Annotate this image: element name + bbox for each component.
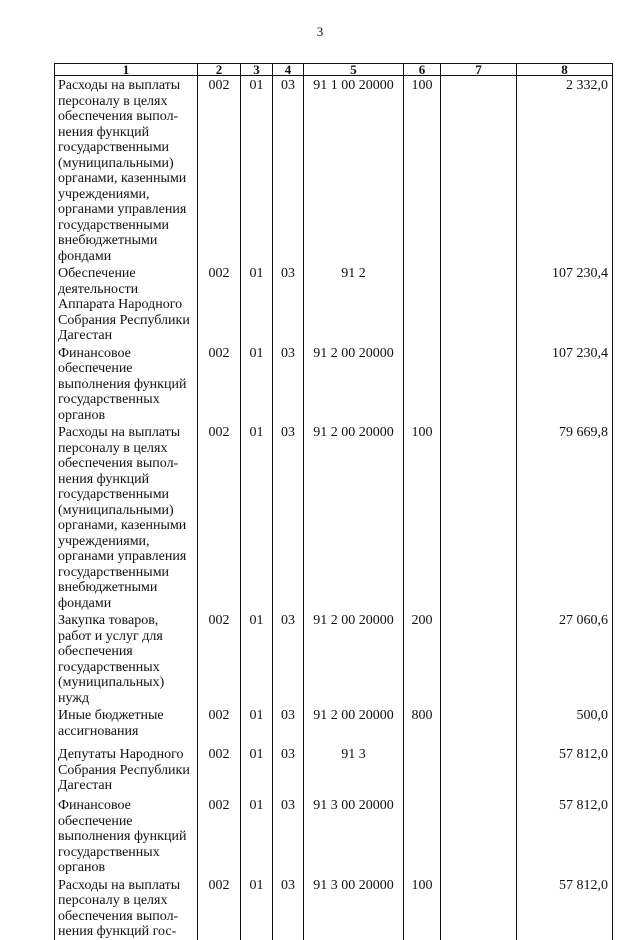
code-cell: 03 (273, 344, 304, 424)
code-cell (404, 796, 441, 876)
page-number: 3 (316, 24, 324, 39)
row-title: Расходы на выплаты персоналу в целях обеспечения выпол-нения функций государственными (муниципальными) органами, казенными учреждениями, органами управления государственными внебюджетными фондами (55, 423, 198, 611)
code-cell: 03 (273, 611, 304, 706)
code-cell: 002 (198, 423, 241, 611)
table-row (55, 344, 613, 424)
table-row (55, 706, 613, 745)
code-cell: 91 2 00 20000 (304, 611, 404, 706)
code-cell: 002 (198, 796, 241, 876)
amount-cell: 79 669,8 (517, 423, 613, 611)
code-cell (441, 344, 517, 424)
column-header: 3 (241, 64, 273, 76)
code-cell: 002 (198, 876, 241, 940)
table-row (55, 76, 613, 265)
code-cell: 01 (241, 344, 273, 424)
column-header: 5 (304, 64, 404, 76)
code-cell: 100 (404, 76, 441, 265)
code-cell: 002 (198, 706, 241, 745)
row-title: Обеспечение деятельности Аппарата Народного Собрания Республики Дагестан (55, 264, 198, 344)
code-cell (404, 745, 441, 796)
code-cell: 03 (273, 76, 304, 265)
code-cell: 002 (198, 344, 241, 424)
code-cell: 002 (198, 264, 241, 344)
code-cell: 91 1 00 20000 (304, 76, 404, 265)
amount-cell: 57 812,0 (517, 796, 613, 876)
row-title: Закупка товаров, работ и услуг для обеспечения государственных (муниципальных) нужд (55, 611, 198, 706)
amount-cell: 27 060,6 (517, 611, 613, 706)
header-row (55, 64, 613, 76)
budget-table (54, 63, 613, 940)
row-title: Финансовое обеспечение выполнения функций государственных органов (55, 796, 198, 876)
code-cell (441, 745, 517, 796)
code-cell: 91 2 00 20000 (304, 344, 404, 424)
code-cell (441, 423, 517, 611)
table-row (55, 745, 613, 796)
code-cell (441, 876, 517, 940)
code-cell: 01 (241, 706, 273, 745)
code-cell: 01 (241, 745, 273, 796)
code-cell (441, 611, 517, 706)
code-cell: 03 (273, 706, 304, 745)
row-title: Депутаты Народного Собрания Республики Дагестан (55, 745, 198, 796)
code-cell: 03 (273, 264, 304, 344)
table-row (55, 611, 613, 706)
row-title: Иные бюджетные ассигнования (55, 706, 198, 745)
code-cell: 91 3 00 20000 (304, 876, 404, 940)
table-row (55, 423, 613, 611)
row-title: Расходы на выплаты персоналу в целях обеспечения выпол-нения функций гос- (55, 876, 198, 940)
amount-cell: 57 812,0 (517, 876, 613, 940)
code-cell: 002 (198, 611, 241, 706)
code-cell: 91 3 00 20000 (304, 796, 404, 876)
code-cell: 03 (273, 876, 304, 940)
column-header: 2 (198, 64, 241, 76)
row-title: Финансовое обеспечение выполнения функций государственных органов (55, 344, 198, 424)
code-cell (441, 796, 517, 876)
code-cell: 01 (241, 76, 273, 265)
code-cell: 01 (241, 423, 273, 611)
code-cell: 100 (404, 876, 441, 940)
code-cell (441, 76, 517, 265)
code-cell (441, 264, 517, 344)
code-cell: 91 2 00 20000 (304, 706, 404, 745)
code-cell: 03 (273, 796, 304, 876)
code-cell: 200 (404, 611, 441, 706)
code-cell: 002 (198, 76, 241, 265)
column-header: 8 (517, 64, 613, 76)
code-cell: 01 (241, 611, 273, 706)
code-cell: 03 (273, 745, 304, 796)
column-header: 6 (404, 64, 441, 76)
row-title: Расходы на выплаты персоналу в целях обеспечения выпол-нения функций государственными (муниципальными) органами, казенными учреждениями, органами управления государственными внебюджетными фондами (55, 76, 198, 265)
amount-cell: 500,0 (517, 706, 613, 745)
code-cell: 800 (404, 706, 441, 745)
table-row (55, 264, 613, 344)
table-row (55, 876, 613, 940)
code-cell: 01 (241, 264, 273, 344)
table-body (55, 76, 613, 940)
column-header: 7 (441, 64, 517, 76)
amount-cell: 57 812,0 (517, 745, 613, 796)
code-cell: 002 (198, 745, 241, 796)
code-cell: 91 2 00 20000 (304, 423, 404, 611)
code-cell (441, 706, 517, 745)
code-cell (404, 344, 441, 424)
code-cell: 01 (241, 876, 273, 940)
code-cell (404, 264, 441, 344)
table-row (55, 796, 613, 876)
code-cell: 100 (404, 423, 441, 611)
amount-cell: 2 332,0 (517, 76, 613, 265)
amount-cell: 107 230,4 (517, 344, 613, 424)
code-cell: 91 2 (304, 264, 404, 344)
code-cell: 01 (241, 796, 273, 876)
amount-cell: 107 230,4 (517, 264, 613, 344)
code-cell: 03 (273, 423, 304, 611)
column-header: 1 (55, 64, 198, 76)
column-header: 4 (273, 64, 304, 76)
code-cell: 91 3 (304, 745, 404, 796)
